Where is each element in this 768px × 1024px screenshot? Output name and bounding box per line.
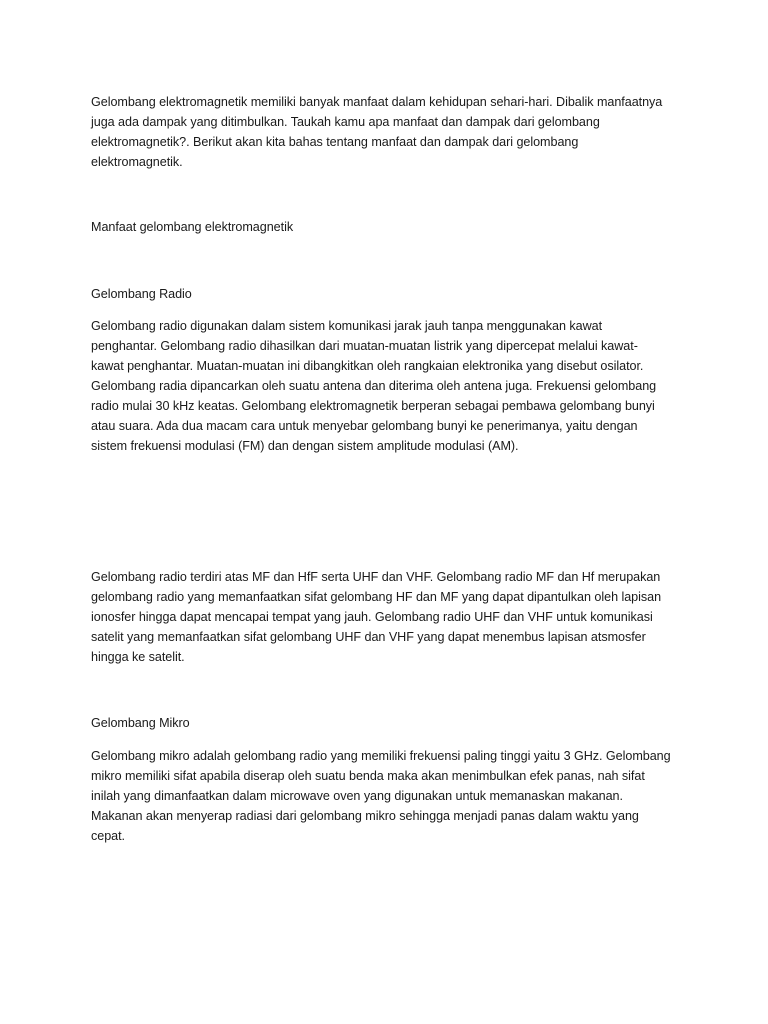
section-heading-mikro [91,713,691,733]
paragraph-line: radio mulai 30 kHz keatas. Gelombang elektromagnetik berperan sebagai pembawa gelombang bunyi [91,399,655,413]
paragraph-line: juga ada dampak yang ditimbulkan. Taukah kamu apa manfaat dan dampak dari gelombang [91,115,600,129]
paragraph-line: Gelombang radio terdiri atas MF dan HfF serta UHF dan VHF. Gelombang radio MF dan Hf merupakan [91,570,661,584]
heading-text: Gelombang Mikro [91,716,190,730]
mikro-paragraph-1 [91,746,691,846]
paragraph-line: elektromagnetik?. Berikut akan kita bahas tentang manfaat dan dampak dari gelombang [91,135,579,149]
paragraph-line: satelit yang memanfaatkan sifat gelombang UHF dan VHF yang dapat menembus lapisan atsmosfer [91,630,646,644]
intro-paragraph [91,92,691,172]
paragraph-line: Gelombang elektromagnetik memiliki banyak manfaat dalam kehidupan sehari-hari. Dibalik manfaatnya [91,95,663,109]
paragraph-line: sistem frekuensi modulasi (FM) dan dengan sistem amplitude modulasi (AM). [91,439,519,453]
paragraph-line: Gelombang radia dipancarkan oleh suatu antena dan diterima oleh antena juga. Frekuensi gelombang [91,379,657,393]
paragraph-line: mikro memiliki sifat apabila diserap oleh suatu benda maka akan menimbulkan efek panas, nah sifat [91,769,645,783]
radio-paragraph-1 [91,316,691,456]
paragraph-line: Gelombang mikro adalah gelombang radio yang memiliki frekuensi paling tinggi yaitu 3 GHz. Gelombang [91,749,671,763]
heading-text: Gelombang Radio [91,287,192,301]
paragraph-line: penghantar. Gelombang radio dihasilkan dari muatan-muatan listrik yang dipercepat melalui kawat- [91,339,638,353]
paragraph-line: gelombang radio yang memanfaatkan sifat gelombang HF dan MF yang dapat dipantulkan oleh lapisan [91,590,662,604]
section-heading-manfaat [91,217,691,237]
radio-paragraph-2 [91,567,691,667]
paragraph-line: ionosfer hingga dapat mencapai tempat yang jauh. Gelombang radio UHF dan VHF untuk komunikasi [91,610,653,624]
paragraph-line: elektromagnetik. [91,155,183,169]
paragraph-line: inilah yang dimanfaatkan dalam microwave oven yang digunakan untuk memanaskan makanan. [91,789,623,803]
paragraph-line: atau suara. Ada dua macam cara untuk menyebar gelombang bunyi ke penerimanya, yaitu dengan [91,419,638,433]
paragraph-line: Gelombang radio digunakan dalam sistem komunikasi jarak jauh tanpa menggunakan kawat [91,319,603,333]
paragraph-line: cepat. [91,829,126,843]
section-heading-radio [91,284,691,304]
paragraph-line: Makanan akan menyerap radiasi dari gelombang mikro sehingga menjadi panas dalam waktu yang [91,809,639,823]
heading-text: Manfaat gelombang elektromagnetik [91,220,294,234]
paragraph-line: kawat penghantar. Muatan-muatan ini dibangkitkan oleh rangkaian elektronika yang disebut osilator. [91,359,644,373]
paragraph-line: hingga ke satelit. [91,650,185,664]
